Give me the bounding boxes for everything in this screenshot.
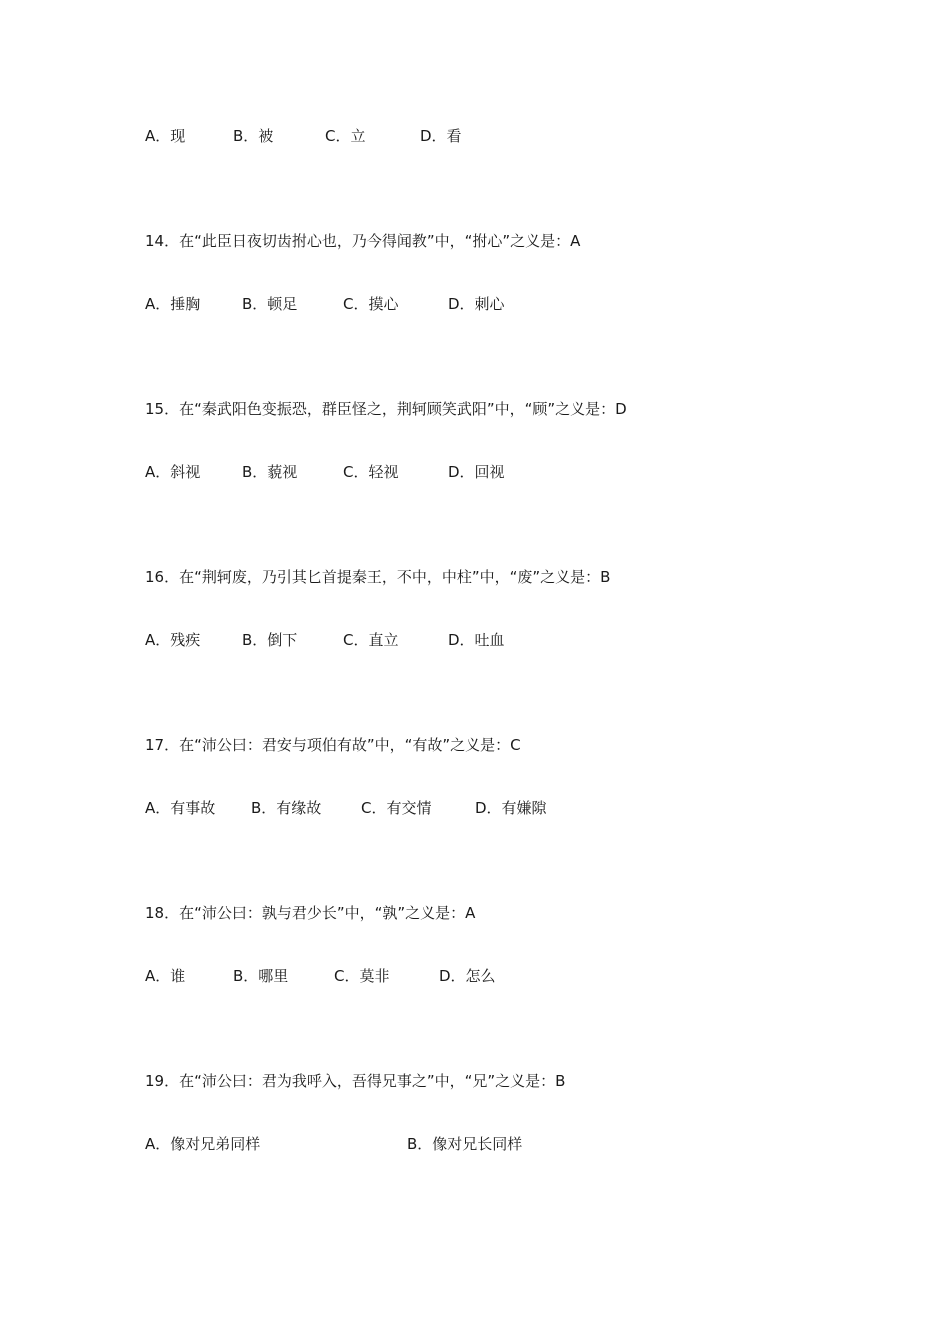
q15-option-d: D．回视: [448, 463, 505, 481]
q18-option-c: C．莫非: [334, 967, 390, 985]
q16-option-d: D．吐血: [448, 631, 505, 649]
q13-option-d: D．看: [420, 127, 462, 145]
q14-option-d: D．刺心: [448, 295, 505, 313]
q15-option-a: A．斜视: [145, 463, 201, 481]
q13-option-b: B．被: [233, 127, 274, 145]
q18-question: 18．在“沛公曰：孰与君少长”中，“孰”之义是：A: [145, 904, 476, 922]
q18-option-d: D．怎么: [439, 967, 496, 985]
q15-question: 15．在“秦武阳色变振恐，群臣怪之，荆轲顾笑武阳”中，“顾”之义是：D: [145, 400, 627, 418]
q14-option-b: B．顿足: [242, 295, 298, 313]
q16-question: 16．在“荆轲废，乃引其匕首提秦王，不中，中柱”中，“废”之义是：B: [145, 568, 611, 586]
q18-option-b: B．哪里: [233, 967, 289, 985]
q14-option-a: A．捶胸: [145, 295, 201, 313]
q16-option-b: B．倒下: [242, 631, 298, 649]
q13-option-c: C．立: [325, 127, 366, 145]
q15-option-b: B．藐视: [242, 463, 298, 481]
q15-option-c: C．轻视: [343, 463, 399, 481]
q17-option-a: A．有事故: [145, 799, 216, 817]
q16-option-a: A．残疾: [145, 631, 201, 649]
q17-option-b: B．有缘故: [251, 799, 322, 817]
q17-option-d: D．有嫌隙: [475, 799, 547, 817]
q18-option-a: A．谁: [145, 967, 186, 985]
q14-option-c: C．摸心: [343, 295, 399, 313]
q13-option-a: A．现: [145, 127, 186, 145]
q17-question: 17．在“沛公曰：君安与项伯有故”中，“有故”之义是：C: [145, 736, 521, 754]
q19-option-b: B．像对兄长同样: [407, 1135, 523, 1153]
q14-question: 14．在“此臣日夜切齿拊心也，乃今得闻教”中，“拊心”之义是：A: [145, 232, 581, 250]
q19-option-a: A．像对兄弟同样: [145, 1135, 261, 1153]
q16-option-c: C．直立: [343, 631, 399, 649]
q19-question: 19．在“沛公曰：君为我呼入，吾得兄事之”中，“兄”之义是：B: [145, 1072, 566, 1090]
q17-option-c: C．有交情: [361, 799, 432, 817]
